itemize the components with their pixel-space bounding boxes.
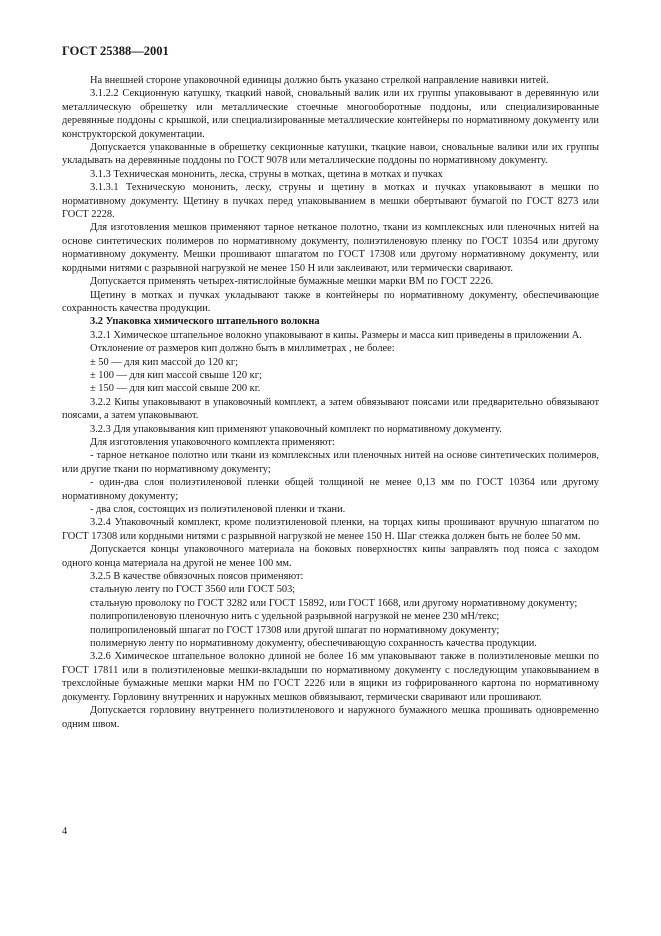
paragraph: Допускается упакованные в обрешетку секционные катушки, ткацкие навои, сновальные валики или их группы укладывать на деревянные поддоны по ГОСТ 9078 или металлические поддоны по нормативному документу. (62, 142, 599, 167)
paragraph: 3.2.4 Упаковочный комплект, кроме полиэтиленовой пленки, на торцах кипы прошивают вручную шпагатом по ГОСТ 17308 или кордными нитями с разрывной нагрузкой не менее 150 Н. Шаг стежка должен быть не более 50 мм. (62, 517, 599, 542)
list-item: ± 150 — для кип массой свыше 200 кг. (90, 383, 261, 395)
paragraph: На внешней стороне упаковочной единицы должно быть указано стрелкой направление навивки нитей. (90, 75, 549, 86)
paragraph: Отклонение от размеров кип должно быть в миллиметрах , не более: (90, 343, 395, 355)
list-item: ± 50 — для кип массой до 120 кг; (90, 356, 239, 368)
paragraph: Для изготовления мешков применяют тарное нетканое полотно, ткани из комплексных или пленочных нитей на основе синтетических полимеров по нормативному документу, полиэтиленовую пленку по ГОСТ 10354 или другому нормативному документу. Мешки прошивают шпагатом по ГОСТ 17308 или другому нормативному документу, или кордными нитями с разрывной нагрузкой не менее 150 Н или заклеивают, или термически сваривают. (62, 222, 599, 274)
paragraph: Для изготовления упаковочного комплекта применяют: (90, 436, 335, 448)
list-item: ± 100 — для кип массой свыше 120 кг; (90, 369, 262, 381)
paragraph: 3.2.3 Для упаковывания кип применяют упаковочный комплект по нормативному документу. (90, 423, 502, 435)
document-body (62, 74, 599, 731)
paragraph: 3.2.2 Кипы упаковывают в упаковочный комплект, а затем обвязывают поясами или предварительно обвязывают поясами, а затем упаковывают. (62, 396, 599, 422)
list-item: - тарное нетканое полотно или ткани из комплексных или пленочных нитей на основе синтетических полимеров, или другие ткани по нормативному документу; (62, 450, 599, 475)
paragraph: Допускается концы упаковочного материала на боковых поверхностях кипы заправлять под пояса с заходом одного конца материала на другой не менее 100 мм. (62, 544, 599, 569)
list-item: стальную ленту по ГОСТ 3560 или ГОСТ 503; (90, 584, 296, 596)
paragraph: 3.1.3 Техническая мононить, леска, струны в мотках, щетина в мотках и пучках (90, 168, 443, 180)
paragraph: 3.2.6 Химическое штапельное волокно длиной не более 16 мм упаковывают также в полиэтиленовые мешки по ГОСТ 17811 или в полиэтиленовые мешки-вкладыши по нормативному документу с последующим упаковыванием в трехслойные бумажные мешки марки НМ по ГОСТ 2226 или в ящики из гофрированного картона по нормативному документу. Горловину внутренних и наружных мешков обвязывают, термически сваривают или прошивают. (62, 651, 599, 703)
page-number: 4 (62, 826, 68, 837)
list-item: полимерную ленту по нормативному документу, обеспечивающую сохранность качества продукции. (90, 638, 537, 650)
document-header: ГОСТ 25388—2001 (62, 44, 169, 58)
paragraph: Допускается применять четырех-пятислойные бумажные мешки марки ВМ по ГОСТ 2226. (90, 276, 494, 288)
paragraph: 3.1.2.2 Секционную катушку, ткацкий навой, сновальный валик или их группы упаковывают в деревянную или металлическую обрешетку или металлические стоечные многооборотные поддоны, или специализированные деревянные поддоны с крышкой, или специализированные металлические контейнеры по нормативному документу или конструкторской документации. (62, 88, 599, 140)
list-item: полипропиленовый шпагат по ГОСТ 17308 или другой шпагат по нормативному документу; (90, 624, 500, 636)
paragraph: 3.2.1 Химическое штапельное волокно упаковывают в кипы. Размеры и масса кип приведены в приложении А. (90, 329, 582, 341)
paragraph: Допускается горловину внутреннего полиэтиленового и наружного бумажного мешка прошивать одновременно одним швом. (62, 705, 599, 730)
paragraph: 3.1.3.1 Техническую мононить, леску, струны и щетину в мотках и пучках упаковывают в мешки по нормативному документу. Щетину в пучках перед упаковыванием в мешки обертывают бумагой по ГОСТ 8273 или ГОСТ 2228. (62, 182, 599, 221)
list-item: - два слоя, состоящих из полиэтиленовой пленки и ткани. (90, 504, 346, 515)
section-heading: 3.2 Упаковка химического штапельного волокна (90, 316, 320, 328)
list-item: стальную проволоку по ГОСТ 3282 или ГОСТ 15892, или ГОСТ 1668, или другому нормативному документу; (90, 597, 578, 609)
list-item: полипропиленовую пленочную нить с удельной разрывной нагрузкой не менее 230 мН/текс; (90, 611, 500, 623)
paragraph: Щетину в мотках и пучках укладывают также в контейнеры по нормативному документу, обеспечивающие сохранность качества продукции. (62, 289, 599, 314)
paragraph: 3.2.5 В качестве обвязочных поясов применяют: (90, 571, 304, 583)
list-item: - один-два слоя полиэтиленовой пленки общей толщиной не менее 0,13 мм по ГОСТ 10364 или другому нормативному документу; (62, 477, 599, 502)
